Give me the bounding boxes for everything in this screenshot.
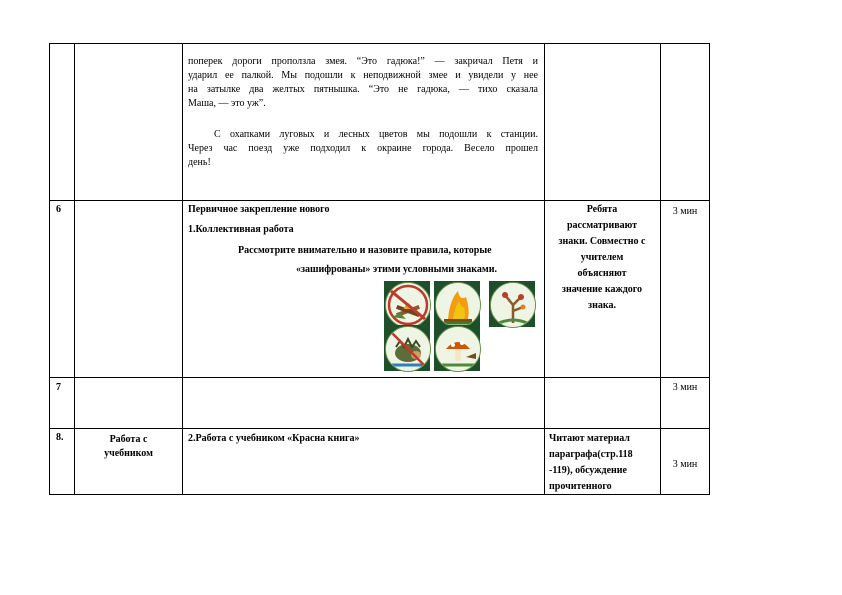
story-line: Через час поезд уже подходил к окраине города. Весело прошел (188, 143, 538, 154)
no-campfire-icon (386, 283, 430, 327)
story-line: поперек дороги проползла змея. “Это гадюка!” — закричал Петя и (188, 56, 538, 67)
row-divider-6 (49, 200, 710, 201)
fire-sign (435, 282, 481, 328)
student-activity-line: значение каждого (561, 284, 643, 295)
broken-branch-icon (491, 283, 535, 327)
student-activity-line: учителем (580, 252, 624, 263)
row6-instruction: Рассмотрите внимательно и назовите правила, которые (238, 245, 492, 256)
student-activity-line: параграфа(стр.118 (549, 449, 633, 460)
fire-icon (436, 283, 480, 327)
row8-content: 2.Работа с учебником «Красна книга» (188, 433, 360, 444)
student-activity-line: объясняют (577, 268, 627, 279)
row-number-7: 7 (56, 382, 61, 393)
student-activity-line: знака. (588, 300, 616, 311)
row6-time: 3 мин (672, 206, 698, 217)
no-mushroom-kicking-sign (435, 326, 481, 372)
student-activity-line: прочитенного (549, 481, 612, 492)
hedgehog-icon (386, 327, 430, 371)
row6-heading: Первичное закрепление нового (188, 204, 330, 215)
mushroom-icon (436, 327, 480, 371)
story-line: ударил ее палкой. Мы подошли к неподвижной змее и увидели у нее (188, 70, 538, 81)
row8-stage: Работа с (109, 434, 148, 445)
table-divider-col2 (182, 43, 183, 494)
story-line: С охапками луговых и лесных цветов мы подошли к станции. (214, 129, 538, 140)
story-line: день! (188, 157, 211, 168)
row8-time: 3 мин (672, 459, 698, 470)
table-border-bottom (49, 494, 710, 495)
row6-instruction: «зашифрованы» этими условными знаками. (296, 264, 497, 275)
table-border-top (49, 43, 710, 44)
table-border-right (709, 43, 710, 494)
row-number-8: 8. (56, 432, 64, 443)
row-divider-8 (49, 428, 710, 429)
table-border-left (49, 43, 50, 494)
row7-time: 3 мин (672, 382, 698, 393)
no-hedgehog-capture-sign (385, 326, 431, 372)
story-line: на затылке два желтых пятнышка. “Это не гадюка, — тихо сказала (188, 84, 538, 95)
table-divider-col4 (660, 43, 661, 494)
student-activity-line: Ребята (586, 204, 618, 215)
no-campfire-sign (385, 282, 431, 328)
row-number-6: 6 (56, 204, 61, 215)
row8-stage: учебником (104, 448, 153, 459)
student-activity-line: Читают материал (549, 433, 630, 444)
story-line: Маша, — это уж”. (188, 98, 266, 109)
student-activity-line: -119), обсуждение (549, 465, 627, 476)
student-activity-line: знаки. Совместно с (558, 236, 646, 247)
table-divider-col1 (74, 43, 75, 494)
row6-subheading: 1.Коллективная работа (188, 224, 294, 235)
row-divider-7 (49, 377, 710, 378)
broken-branch-sign (490, 282, 536, 328)
student-activity-line: рассматривают (566, 220, 638, 231)
